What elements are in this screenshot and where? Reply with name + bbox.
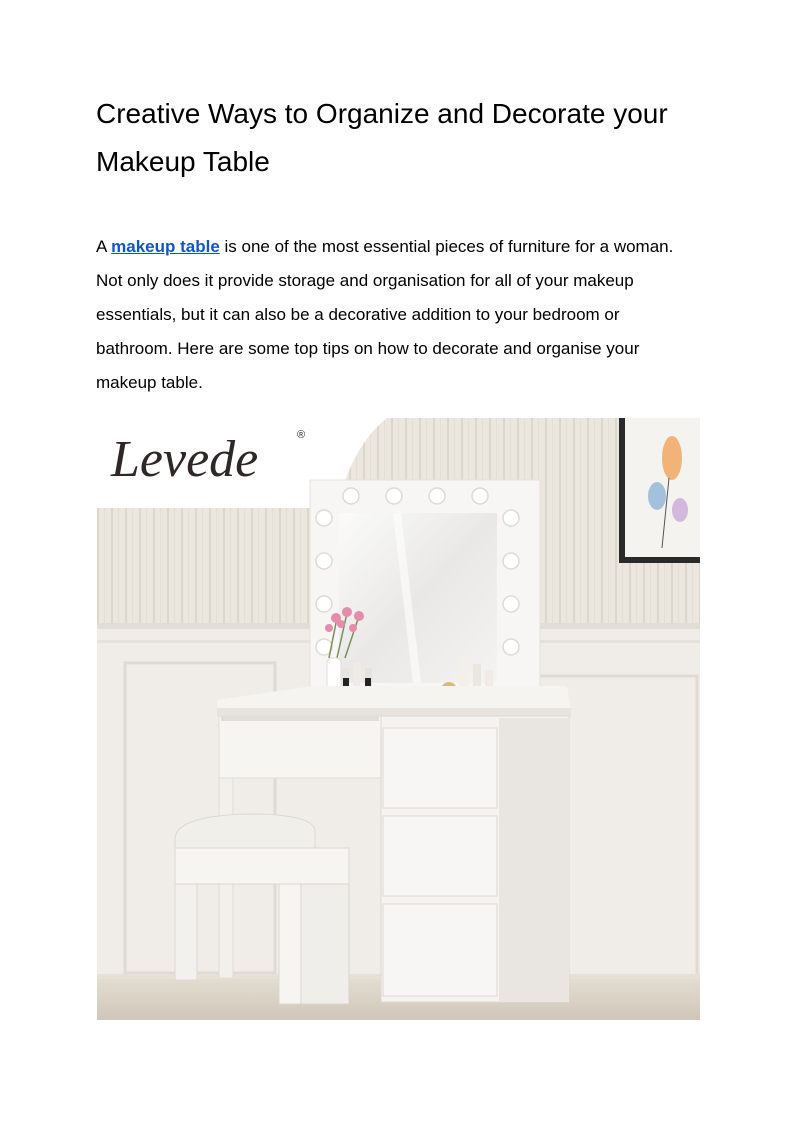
drawer-1	[383, 728, 497, 808]
vanity-mirror	[310, 480, 540, 690]
drawer-3	[383, 904, 497, 996]
top-drawer	[219, 716, 381, 778]
intro-paragraph	[96, 230, 696, 400]
makeup-table-link[interactable]: makeup table	[111, 237, 220, 256]
registered-mark: ®	[297, 429, 306, 441]
brand-logo: Levede	[111, 431, 259, 488]
makeup-table-photo	[97, 418, 700, 1020]
drawer-2	[383, 816, 497, 896]
intro-text-rest: is one of the most essential pieces of furniture for a woman. Not only does it provide storage and organisation for all of your makeup essentials, but it can also be a decorative addition to your bedroom or bathroom. Here are some top tips on how to decorate and organise your makeup table.	[96, 237, 674, 392]
page-title: Creative Ways to Organize and Decorate your Makeup Table	[96, 98, 668, 177]
intro-text-start: A	[96, 237, 112, 256]
wall-art-frame	[619, 418, 700, 563]
